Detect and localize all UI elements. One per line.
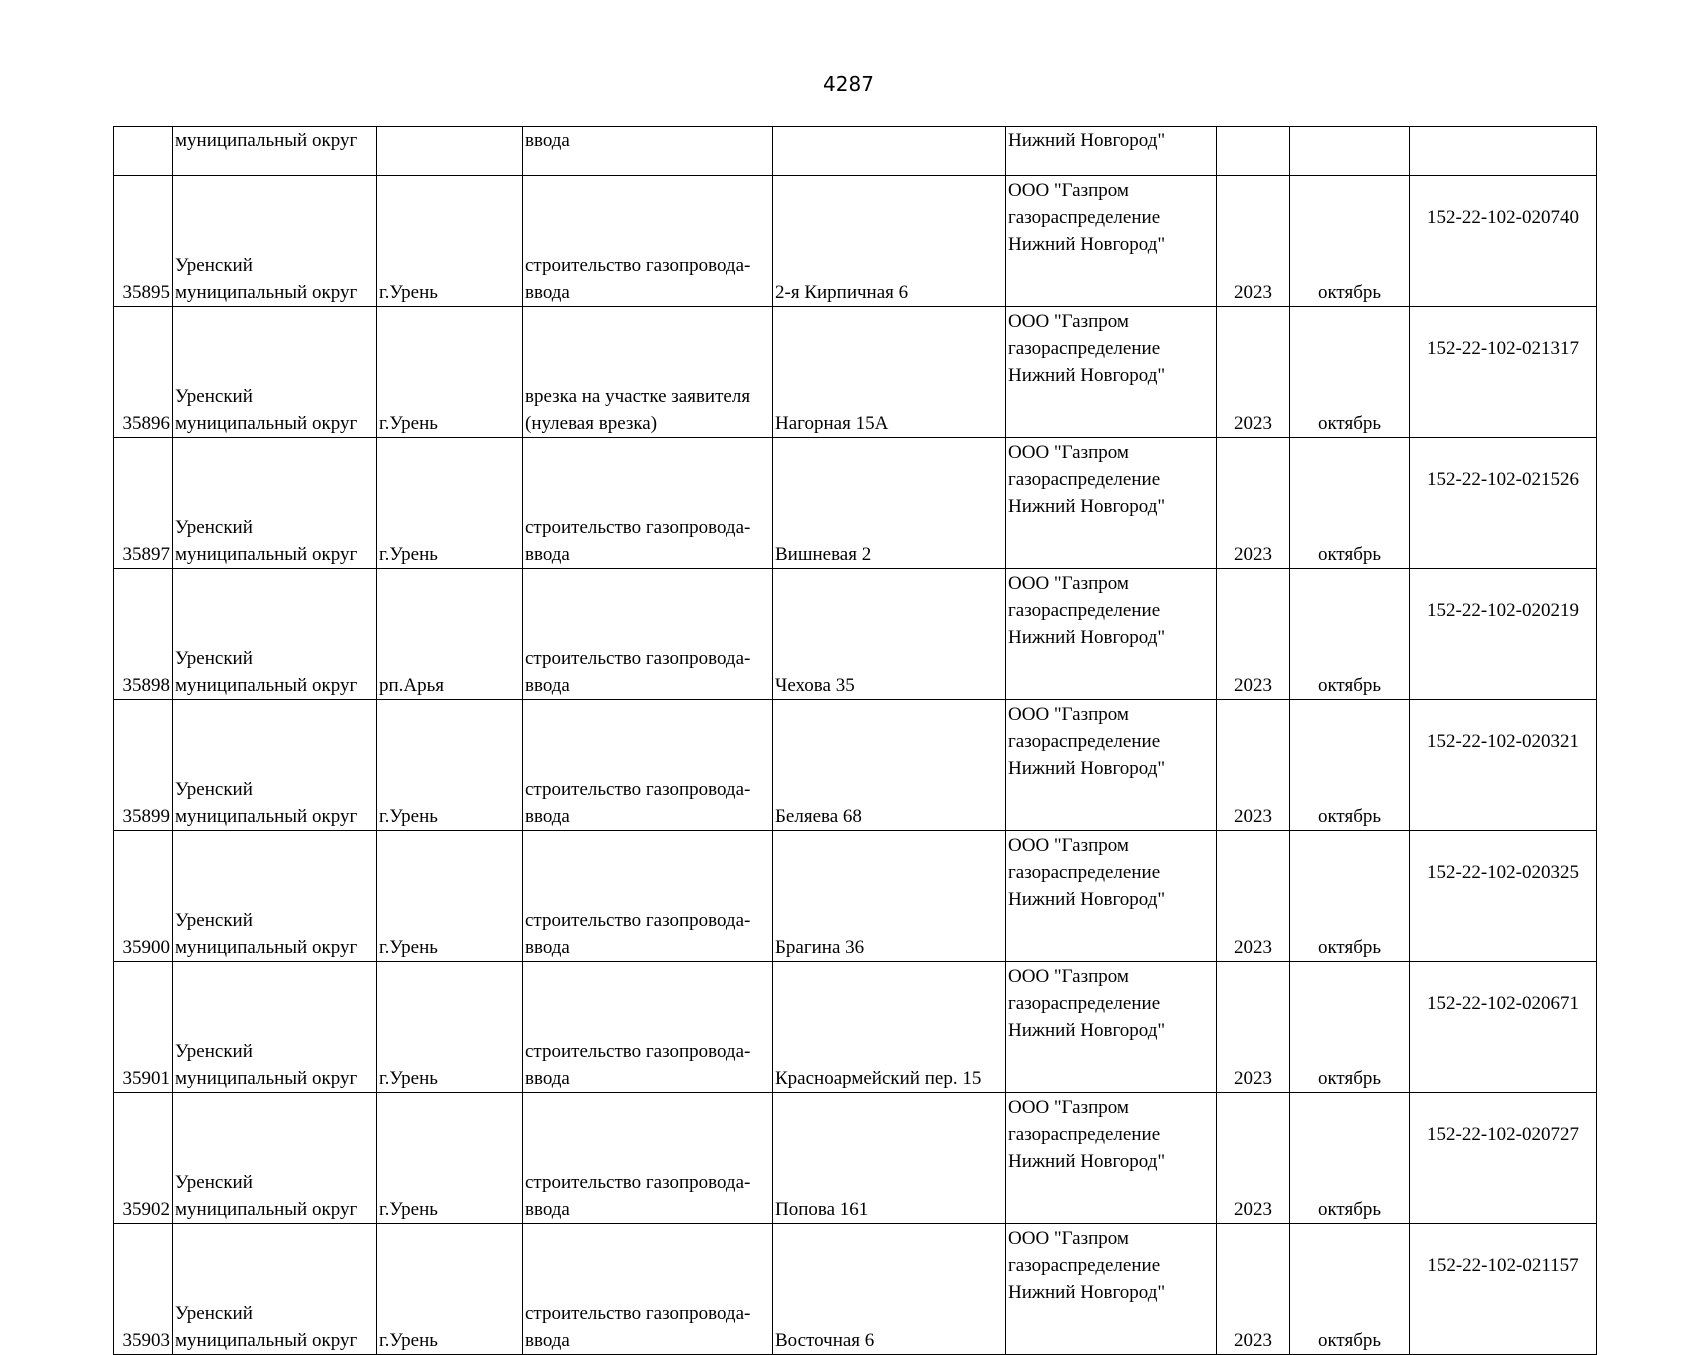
table-row — [114, 307, 1597, 438]
cell-month: октябрь — [1290, 1093, 1410, 1224]
org-line-3: Нижний Новгород" — [1008, 758, 1166, 779]
cell-district — [173, 569, 377, 700]
cell-work-type — [523, 569, 773, 700]
cell-work-type — [523, 438, 773, 569]
cell-year: 2023 — [1217, 438, 1290, 569]
work-line-2: ввода — [525, 1068, 570, 1089]
work-line-1: строительство газопровода- — [525, 779, 751, 800]
cell-district: муниципальный округ — [173, 127, 377, 176]
cell-district — [173, 307, 377, 438]
cell-organization — [1006, 176, 1217, 307]
cell-year: 2023 — [1217, 569, 1290, 700]
table-row — [114, 962, 1597, 1093]
cell-locality: г.Урень — [377, 831, 523, 962]
cell-num: 35896 — [114, 307, 173, 438]
cell-month: октябрь — [1290, 1224, 1410, 1355]
cell-address: Чехова 35 — [773, 569, 1006, 700]
cell-work-type — [523, 1093, 773, 1224]
work-line-2: ввода — [525, 806, 570, 827]
district-line-2: муниципальный округ — [175, 544, 358, 565]
cell-work-type — [523, 962, 773, 1093]
cell-month — [1290, 127, 1410, 176]
cell-address: Восточная 6 — [773, 1224, 1006, 1355]
cell-locality: г.Урень — [377, 438, 523, 569]
org-line-2: газораспределение — [1008, 1255, 1161, 1276]
cell-organization — [1006, 1093, 1217, 1224]
work-line-2: ввода — [525, 937, 570, 958]
cell-work-type: ввода — [523, 127, 773, 176]
district-line-1: Уренский — [175, 1303, 253, 1324]
table-row — [114, 831, 1597, 962]
work-line-1: строительство газопровода- — [525, 1303, 751, 1324]
org-line-2: газораспределение — [1008, 207, 1161, 228]
cell-work-type — [523, 700, 773, 831]
cell-year: 2023 — [1217, 307, 1290, 438]
table-row — [114, 1224, 1597, 1355]
cell-address: Беляева 68 — [773, 700, 1006, 831]
cell-month: октябрь — [1290, 307, 1410, 438]
cell-organization — [1006, 307, 1217, 438]
cell-reg-number — [1410, 127, 1597, 176]
work-line-2: (нулевая врезка) — [525, 413, 658, 434]
org-line-2: газораспределение — [1008, 862, 1161, 883]
district-line-2: муниципальный округ — [175, 1199, 358, 1220]
district-line-1: Уренский — [175, 648, 253, 669]
cell-num: 35903 — [114, 1224, 173, 1355]
org-line-3: Нижний Новгород" — [1008, 1151, 1166, 1172]
cell-reg-number: 152-22-102-020671 — [1410, 962, 1597, 1093]
org-line-1: ООО "Газпром — [1008, 442, 1129, 463]
district-line-2: муниципальный округ — [175, 1330, 358, 1351]
work-line-2: ввода — [525, 675, 570, 696]
cell-work-type — [523, 831, 773, 962]
cell-month: октябрь — [1290, 438, 1410, 569]
cell-reg-number: 152-22-102-020727 — [1410, 1093, 1597, 1224]
cell-reg-number: 152-22-102-021526 — [1410, 438, 1597, 569]
cell-address — [773, 127, 1006, 176]
org-line-1: ООО "Газпром — [1008, 573, 1129, 594]
cell-district — [173, 176, 377, 307]
cell-district — [173, 1224, 377, 1355]
table-row — [114, 176, 1597, 307]
cell-address: Вишневая 2 — [773, 438, 1006, 569]
work-line-1: строительство газопровода- — [525, 1172, 751, 1193]
cell-locality: рп.Арья — [377, 569, 523, 700]
district-line-2: муниципальный округ — [175, 1068, 358, 1089]
cell-address: Нагорная 15А — [773, 307, 1006, 438]
table-row — [114, 1093, 1597, 1224]
cell-locality: г.Урень — [377, 962, 523, 1093]
org-line-2: газораспределение — [1008, 993, 1161, 1014]
cell-reg-number: 152-22-102-021157 — [1410, 1224, 1597, 1355]
cell-reg-number: 152-22-102-020321 — [1410, 700, 1597, 831]
cell-address: Красноармейский пер. 15 — [773, 962, 1006, 1093]
work-line-1: строительство газопровода- — [525, 517, 751, 538]
org-line-1: ООО "Газпром — [1008, 966, 1129, 987]
district-line-1: Уренский — [175, 1172, 253, 1193]
cell-num: 35895 — [114, 176, 173, 307]
org-line-1: ООО "Газпром — [1008, 1097, 1129, 1118]
district-line-1: Уренский — [175, 910, 253, 931]
table-row — [114, 700, 1597, 831]
cell-num: 35897 — [114, 438, 173, 569]
org-line-3: Нижний Новгород" — [1008, 889, 1166, 910]
cell-locality: г.Урень — [377, 1224, 523, 1355]
cell-year: 2023 — [1217, 1093, 1290, 1224]
district-line-1: Уренский — [175, 1041, 253, 1062]
cell-organization — [1006, 438, 1217, 569]
cell-work-type — [523, 1224, 773, 1355]
cell-year: 2023 — [1217, 962, 1290, 1093]
cell-year: 2023 — [1217, 1224, 1290, 1355]
org-line-2: газораспределение — [1008, 731, 1161, 752]
district-line-1: Уренский — [175, 255, 253, 276]
cell-work-type — [523, 176, 773, 307]
org-line-3: Нижний Новгород" — [1008, 1282, 1166, 1303]
cell-month: октябрь — [1290, 176, 1410, 307]
cell-locality: г.Урень — [377, 307, 523, 438]
org-line-3: Нижний Новгород" — [1008, 365, 1166, 386]
cell-address: Попова 161 — [773, 1093, 1006, 1224]
cell-locality: г.Урень — [377, 1093, 523, 1224]
org-line-2: газораспределение — [1008, 338, 1161, 359]
district-line-2: муниципальный округ — [175, 806, 358, 827]
district-line-1: Уренский — [175, 386, 253, 407]
cell-num: 35901 — [114, 962, 173, 1093]
cell-organization — [1006, 962, 1217, 1093]
cell-year: 2023 — [1217, 176, 1290, 307]
table-row — [114, 438, 1597, 569]
org-line-1: ООО "Газпром — [1008, 835, 1129, 856]
gas-connection-table — [113, 126, 1597, 1355]
org-line-3: Нижний Новгород" — [1008, 1020, 1166, 1041]
work-line-2: ввода — [525, 1330, 570, 1351]
cell-district — [173, 962, 377, 1093]
cell-organization — [1006, 569, 1217, 700]
work-line-1: строительство газопровода- — [525, 910, 751, 931]
org-line-3: Нижний Новгород" — [1008, 496, 1166, 517]
org-line-1: ООО "Газпром — [1008, 1228, 1129, 1249]
district-line-1: Уренский — [175, 779, 253, 800]
cell-reg-number: 152-22-102-021317 — [1410, 307, 1597, 438]
org-line-1: ООО "Газпром — [1008, 180, 1129, 201]
cell-month: октябрь — [1290, 700, 1410, 831]
org-line-3: Нижний Новгород" — [1008, 234, 1166, 255]
district-line-2: муниципальный округ — [175, 282, 358, 303]
org-line-2: газораспределение — [1008, 600, 1161, 621]
org-line-2: газораспределение — [1008, 1124, 1161, 1145]
cell-num: 35899 — [114, 700, 173, 831]
cell-organization — [1006, 1224, 1217, 1355]
cell-year: 2023 — [1217, 831, 1290, 962]
work-line-1: строительство газопровода- — [525, 1041, 751, 1062]
cell-locality: г.Урень — [377, 176, 523, 307]
cell-organization — [1006, 700, 1217, 831]
cell-address: Брагина 36 — [773, 831, 1006, 962]
cell-month: октябрь — [1290, 831, 1410, 962]
table-row-continuation — [114, 127, 1597, 176]
cell-organization: Нижний Новгород" — [1006, 127, 1217, 176]
district-line-2: муниципальный округ — [175, 937, 358, 958]
work-line-1: строительство газопровода- — [525, 648, 751, 669]
cell-num — [114, 127, 173, 176]
cell-reg-number: 152-22-102-020740 — [1410, 176, 1597, 307]
district-line-2: муниципальный округ — [175, 675, 358, 696]
cell-locality — [377, 127, 523, 176]
org-line-3: Нижний Новгород" — [1008, 627, 1166, 648]
cell-address: 2-я Кирпичная 6 — [773, 176, 1006, 307]
table-row — [114, 569, 1597, 700]
cell-organization — [1006, 831, 1217, 962]
cell-district — [173, 700, 377, 831]
cell-num: 35900 — [114, 831, 173, 962]
org-line-2: газораспределение — [1008, 469, 1161, 490]
district-line-1: Уренский — [175, 517, 253, 538]
cell-month: октябрь — [1290, 569, 1410, 700]
cell-locality: г.Урень — [377, 700, 523, 831]
cell-num: 35902 — [114, 1093, 173, 1224]
cell-month: октябрь — [1290, 962, 1410, 1093]
district-line-2: муниципальный округ — [175, 413, 358, 434]
cell-district — [173, 438, 377, 569]
cell-reg-number: 152-22-102-020325 — [1410, 831, 1597, 962]
work-line-2: ввода — [525, 544, 570, 565]
work-line-1: врезка на участке заявителя — [525, 386, 751, 407]
cell-year — [1217, 127, 1290, 176]
cell-district — [173, 831, 377, 962]
org-line-1: ООО "Газпром — [1008, 704, 1129, 725]
cell-district — [173, 1093, 377, 1224]
work-line-2: ввода — [525, 1199, 570, 1220]
cell-work-type — [523, 307, 773, 438]
cell-reg-number: 152-22-102-020219 — [1410, 569, 1597, 700]
cell-year: 2023 — [1217, 700, 1290, 831]
work-line-1: строительство газопровода- — [525, 255, 751, 276]
cell-num: 35898 — [114, 569, 173, 700]
work-line-2: ввода — [525, 282, 570, 303]
org-line-1: ООО "Газпром — [1008, 311, 1129, 332]
page-number: 4287 — [823, 72, 874, 96]
